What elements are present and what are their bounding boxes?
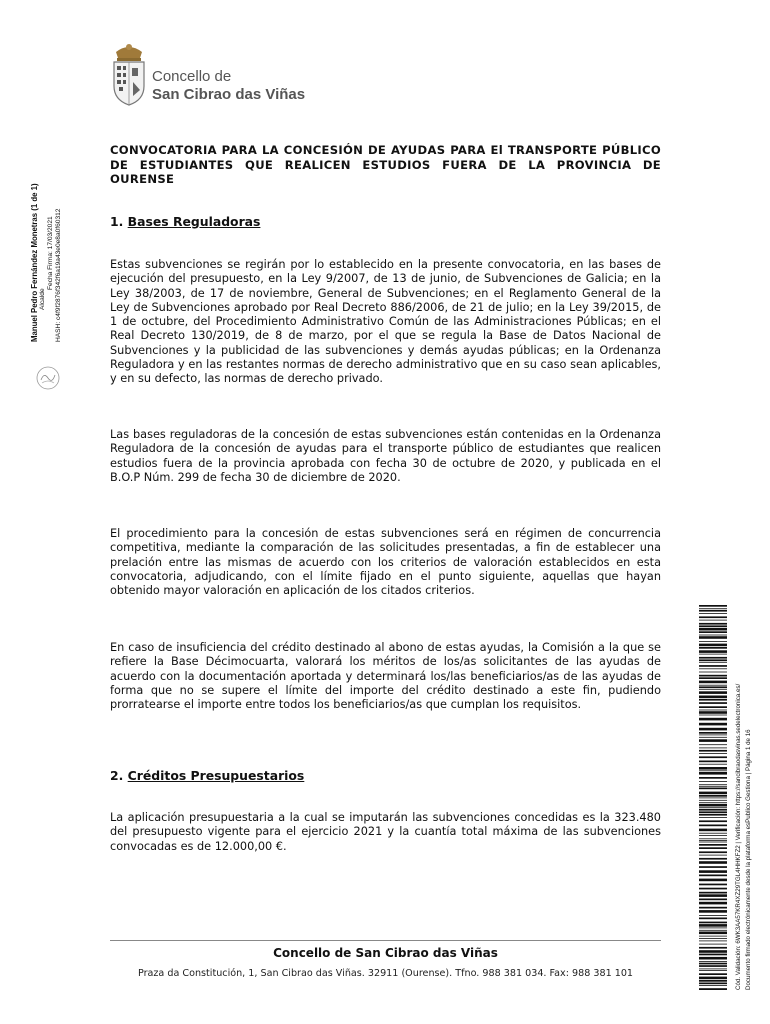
barcode-bar: [699, 985, 727, 986]
barcode-bar: [699, 788, 727, 790]
barcode-bar: [699, 689, 727, 690]
barcode-bar: [699, 792, 727, 795]
barcode-bar: [699, 915, 727, 916]
barcode-bar: [699, 930, 727, 931]
barcode-bar: [699, 672, 727, 673]
barcode-bar: [699, 875, 727, 877]
barcode-bar: [699, 723, 727, 726]
barcode-bar: [699, 625, 727, 627]
barcode-bar: [699, 969, 727, 970]
signer-role: Alcalde: [39, 288, 46, 310]
barcode-bar: [699, 961, 727, 962]
barcode-bar: [699, 866, 727, 868]
barcode-bar: [699, 739, 727, 742]
footer-address: Praza da Constitución, 1, San Cibrao das Viñas. 32911 (Ourense). Tfno. 988 381 034. Fax: 988 381 101: [137, 968, 634, 979]
barcode-bar: [699, 811, 727, 813]
barcode-bar: [699, 888, 727, 890]
verification-line-2: Documento firmado electrónicamente desde la plataforma esPublico Gestiona | Página 1 de 16: [745, 729, 752, 990]
barcode-bar: [699, 957, 727, 960]
paragraph-2: Las bases reguladoras de la concesión de estas subvenciones están contenidas en la Ordenanza Reguladora de la concesión de ayudas para el transporte público de estudiantes que realicen estudios fuera de la provincia aprobada con fecha 30 de octubre de 2020, y publicada en el B.O.P Núm. 299 de fecha 30 de diciembre de 2020.: [110, 428, 661, 484]
document-title: CONVOCATORIA PARA LA CONCESIÓN DE AYUDAS PARA El TRANSPORTE PÚBLICO DE ESTUDIANTES QUE REALICEN ESTUDIOS FUERA DE LA PROVINCIA DE OURENSE: [110, 143, 661, 186]
org-name-line1: Concello de: [152, 68, 232, 85]
signer-name: Manuel Pedro Fernández Monetras (1 de 1): [30, 183, 39, 342]
barcode-bar: [699, 605, 727, 607]
paragraph-1: Estas subvenciones se regirán por lo establecido en la presente convocatoria, en las bases de ejecución del presupuesto, en la Ley 9/2007, de 13 de junio, de Subvenciones de Galicia; en la Ley 38/2003, de 17 de noviembre, General de Subvenciones; en el Reglamento General de la Ley de Subvenciones aprobado por Real Decreto 886/2006, de 21 de julio; en la Ley 39/2015, de 1 de octubre, del Procedimiento Administrativo Común de las Administraciones Públicas; en el Real Decreto 130/2019, de 8 de marzo, por el que se regula la Base de Datos Nacional de Subvenciones y la publicidad de las subvenciones y demás ayudas públicas; en la Ordenanza Reguladora y en las restantes normas de derecho administrativo que en su caso sean aplicables, y en su defecto, las normas de derecho privado.: [110, 258, 661, 386]
signature-seal-icon: [34, 364, 62, 392]
verification-line-1: Cód. Validación: 6WK3AA57KR4XZ29TGL4HHKFZ2 | Verificación: https://sancibraodasvinas.sedelectronica.es/: [735, 683, 742, 990]
barcode-bar: [699, 924, 727, 927]
barcode-bar: [699, 835, 727, 836]
barcode-bar: [699, 798, 727, 799]
barcode-bar: [699, 718, 727, 721]
barcode-bar: [699, 710, 727, 711]
barcode-bar: [699, 784, 727, 785]
barcode-bar: [699, 647, 727, 649]
barcode-bar: [699, 610, 727, 612]
barcode-bar: [699, 767, 727, 770]
barcode-bar: [699, 807, 727, 808]
barcode-bar: [699, 844, 727, 846]
barcode-bar: [699, 894, 727, 897]
barcode-bar: [699, 636, 727, 639]
barcode-bar: [699, 677, 727, 679]
barcode-bar: [699, 820, 727, 822]
section-2-number: 2.: [110, 768, 124, 783]
barcode-bar: [699, 686, 727, 688]
barcode-bar: [699, 706, 727, 708]
barcode-bar: [699, 631, 727, 633]
barcode-bar: [699, 613, 727, 614]
barcode-bar: [699, 870, 727, 873]
barcode-bar: [699, 781, 727, 782]
footer-divider: [110, 940, 661, 941]
paragraph-3: El procedimiento para la concesión de estas subvenciones será en régimen de concurrencia competitiva, mediante la comparación de las solicitudes presentadas, a fin de establecer una prelación entre las mismas de acuerdo con los criterios de valoración establecidos en esta convocatoria, adjudicando, con el límite fijado en el punto siguiente, aquellas que hayan obtenido mayor valoración en aplicación de los citados criterios.: [110, 527, 661, 598]
barcode-bar: [699, 851, 727, 853]
barcode-bar: [699, 681, 727, 684]
barcode-bar: [699, 858, 727, 860]
barcode-bar: [699, 668, 727, 669]
barcode-bar: [699, 715, 727, 716]
barcode-bar: [699, 936, 727, 937]
barcode-bar: [699, 654, 727, 655]
barcode-bar: [699, 786, 727, 787]
barcode-bar: [699, 947, 727, 949]
barcode-bar: [699, 772, 727, 775]
section-2-title: Créditos Presupuestarios: [127, 768, 305, 783]
barcode-bar: [699, 840, 727, 841]
barcode-bar: [699, 616, 727, 618]
barcode-bar: [699, 965, 727, 967]
barcode-bar: [699, 675, 727, 677]
barcode-bar: [699, 833, 727, 834]
section-1-number: 1.: [110, 214, 124, 229]
barcode-bar: [699, 970, 727, 971]
barcode-bar: [699, 879, 727, 882]
barcode-bar: [699, 842, 727, 843]
barcode-bar: [699, 696, 727, 699]
barcode-bar: [699, 753, 727, 754]
barcode-bar: [699, 711, 727, 714]
barcode-bar: [699, 892, 727, 894]
barcode-icon: [699, 605, 727, 990]
barcode-bar: [699, 814, 727, 816]
coat-of-arms-icon: [108, 42, 150, 108]
barcode-bar: [699, 950, 727, 953]
barcode-bar: [699, 907, 727, 909]
barcode-bar: [699, 761, 727, 763]
barcode-bar: [699, 764, 727, 765]
section-1-title: Bases Reguladoras: [127, 214, 261, 229]
barcode-bar: [699, 702, 727, 704]
barcode-bar: [699, 938, 727, 939]
barcode-bar: [699, 941, 727, 942]
barcode-bar: [699, 980, 727, 982]
barcode-bar: [699, 932, 727, 935]
barcode-bar: [699, 855, 727, 856]
barcode-bar: [699, 802, 727, 803]
barcode-bar: [699, 922, 727, 924]
barcode-bar: [699, 817, 727, 818]
barcode-bar: [699, 641, 727, 642]
barcode-bar: [699, 657, 727, 659]
header-logo: [108, 42, 328, 112]
barcode-bar: [699, 899, 727, 901]
barcode-bar: [699, 623, 727, 625]
barcode-bar: [699, 804, 727, 807]
barcode-bar: [699, 737, 727, 738]
barcode-bar: [699, 691, 727, 694]
barcode-bar: [699, 699, 727, 701]
paragraph-5: La aplicación presupuestaria a la cual se imputarán las subvenciones concedidas es la 323.480 del presupuesto vigente para el ejercicio 2021 y la cuantía total máxima de las subvenciones convocadas es de 12.000,00 €.: [110, 811, 661, 853]
barcode-bar: [699, 735, 727, 736]
barcode-bar: [699, 838, 727, 839]
barcode-bar: [699, 977, 727, 980]
barcode-bar: [699, 620, 727, 621]
paragraph-4: En caso de insuficiencia del crédito destinado al abono de estas ayudas, la Comisión a la que se refiere la Base Décimocuarta, valorará los méritos de los/as solicitantes de las ayudas de acuerdo con la documentación aportada y determinará los/las beneficiarios/as de las ayudas de forma que no se supere el límite del importe del crédito destinado a este fin, pudiendo prorratearse el importe entre todos los beneficiarios/as que cumplan los requisitos.: [110, 641, 661, 712]
footer-org-name: Concello de San Cibrao das Viñas: [273, 946, 498, 960]
barcode-bar: [699, 902, 727, 905]
barcode-bar: [699, 944, 727, 945]
barcode-bar: [699, 928, 727, 929]
barcode-bar: [699, 685, 727, 686]
barcode-bar: [699, 770, 727, 771]
barcode-bar: [699, 809, 727, 811]
barcode-bar: [699, 650, 727, 653]
barcode-bar: [699, 963, 727, 965]
barcode-bar: [699, 988, 727, 990]
barcode-bar: [699, 728, 727, 731]
barcode-bar: [699, 910, 727, 913]
barcode-bar: [699, 662, 727, 663]
barcode-bar: [699, 861, 727, 864]
barcode-bar: [699, 825, 727, 827]
section-2-heading: [110, 768, 304, 783]
barcode-bar: [699, 659, 727, 661]
signature-date: Fecha Firma: 17/03/2021: [47, 216, 54, 290]
barcode-bar: [699, 777, 727, 779]
org-name-line2: San Cibrao das Viñas: [152, 86, 306, 103]
barcode-bar: [699, 750, 727, 752]
barcode-bar: [699, 795, 727, 797]
barcode-bar: [699, 756, 727, 758]
section-1-heading: [110, 214, 260, 229]
barcode-bar: [699, 954, 727, 956]
barcode-bar: [699, 983, 727, 985]
barcode-bar: [699, 973, 727, 975]
barcode-bar: [699, 744, 727, 745]
barcode-bar: [699, 748, 727, 749]
barcode-bar: [699, 829, 727, 832]
signature-hash: HASH: c4f9f2876f342f6a19a43e0e8a0f60312: [55, 208, 62, 342]
barcode-bar: [699, 800, 727, 801]
barcode-bar: [699, 644, 727, 647]
barcode-bar: [699, 847, 727, 849]
barcode-bar: [699, 918, 727, 920]
barcode-bar: [699, 628, 727, 631]
barcode-bar: [699, 635, 727, 636]
barcode-bar: [699, 665, 727, 667]
barcode-bar: [699, 884, 727, 886]
barcode-bar: [699, 608, 727, 609]
verification-block: [695, 605, 763, 1000]
barcode-bar: [699, 732, 727, 734]
